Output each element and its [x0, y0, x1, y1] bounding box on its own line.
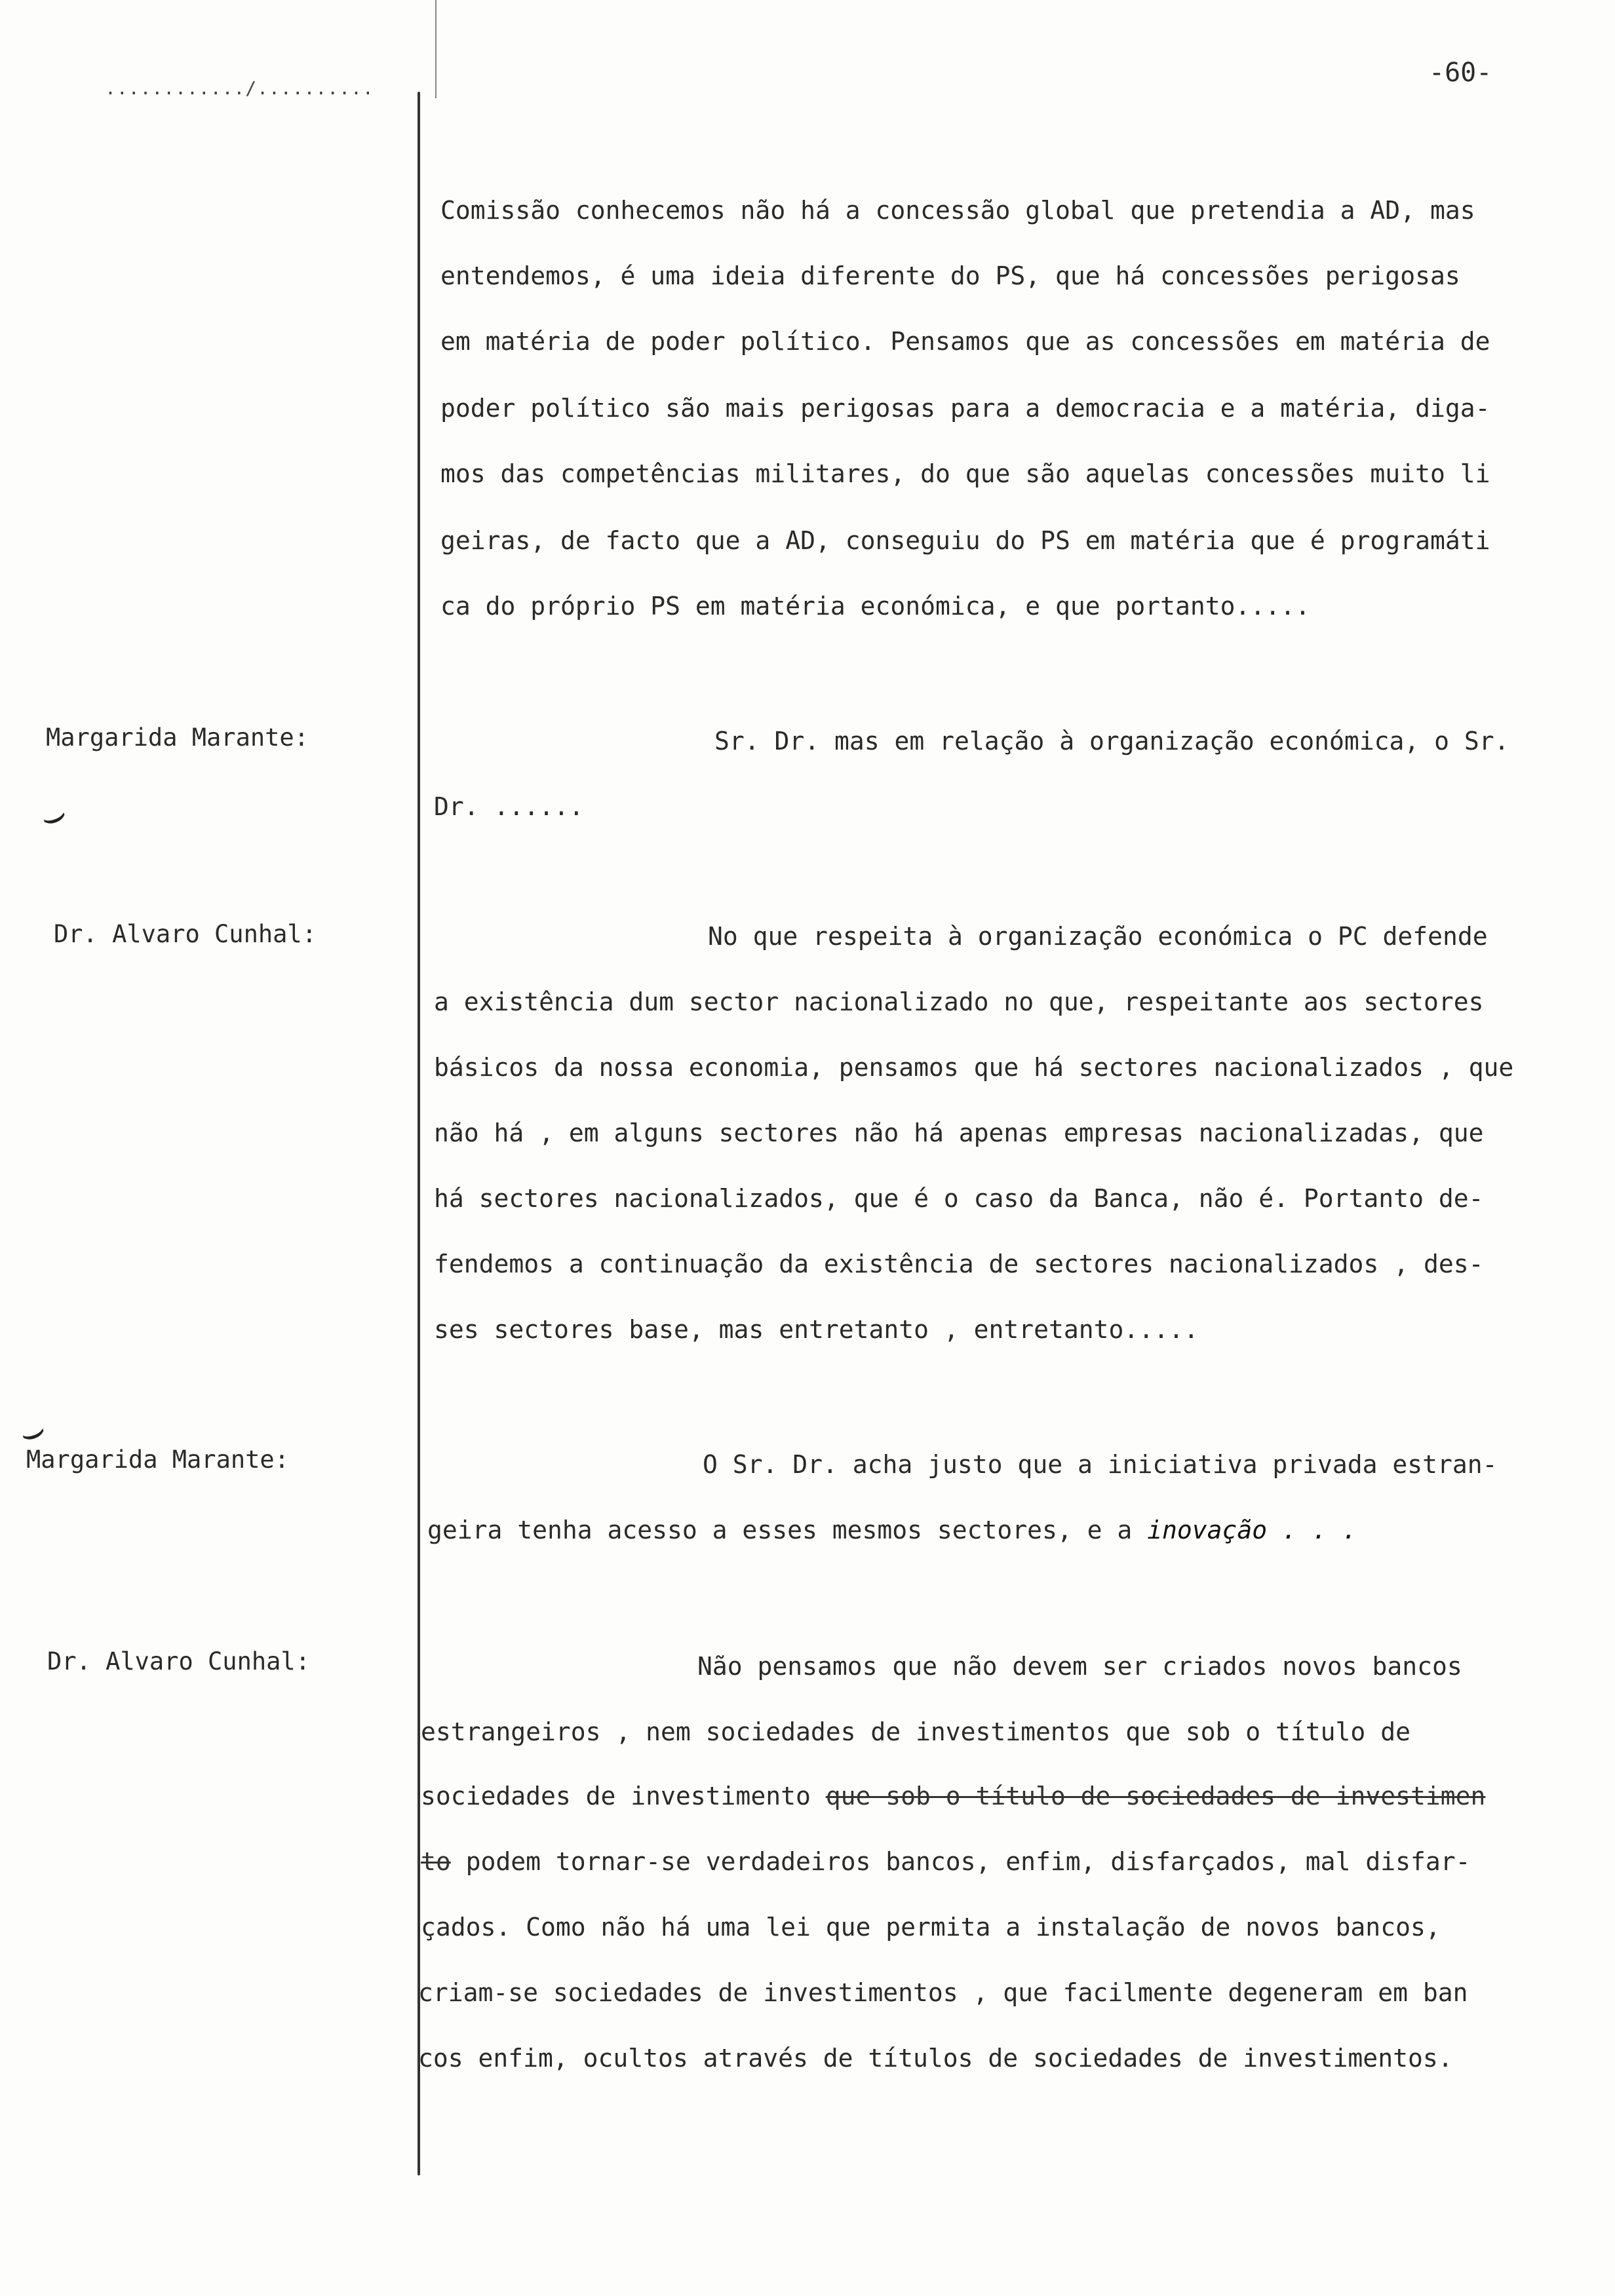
handwritten-note: inovação . . .: [1147, 1516, 1357, 1544]
struck-text: que sob o título de sociedades de investimen: [825, 1782, 1486, 1810]
speaker-label: Dr. Alvaro Cunhal:: [47, 1647, 310, 1675]
text-line: ca do próprio PS em matéria económica, e que portanto.....: [440, 592, 1310, 621]
check-mark-icon: ⌣: [12, 1406, 53, 1458]
margin-rule: [418, 92, 420, 2175]
text-line: mos das competências militares, do que são aquelas concessões muito li: [440, 459, 1490, 488]
check-mark-icon: ⌣: [33, 790, 74, 842]
text-line: Não pensamos que não devem ser criados novos bancos: [697, 1652, 1462, 1681]
text-line: Comissão conhecemos não há a concessão global que pretendia a AD, mas: [440, 196, 1475, 225]
text-line: estrangeiros , nem sociedades de investimentos que sob o título de: [421, 1717, 1411, 1746]
text-line: há sectores nacionalizados, que é o caso da Banca, não é. Portanto de-: [434, 1184, 1484, 1213]
text-line: fendemos a continuação da existência de sectores nacionalizados , des-: [434, 1250, 1484, 1278]
text-line: No que respeita à organização económica o PC defende: [708, 922, 1488, 951]
text-line: [421, 1784, 1485, 1808]
margin-rule-top: [435, 0, 437, 98]
text-fragment: geira tenha acesso a esses mesmos sectores, e a: [427, 1516, 1133, 1544]
text-line: O Sr. Dr. acha justo que a iniciativa privada estran-: [703, 1450, 1498, 1479]
text-line: [421, 1849, 1470, 1874]
speaker-label: Margarida Marante:: [26, 1445, 289, 1474]
text-line: Dr. ......: [434, 792, 584, 821]
text-line: Sr. Dr. mas em relação à organização económica, o Sr.: [714, 727, 1509, 756]
text-line: criam-se sociedades de investimentos , que facilmente degeneram em ban: [418, 1978, 1468, 2007]
struck-text: to: [421, 1847, 451, 1876]
speaker-label: Margarida Marante:: [46, 723, 309, 752]
text-fragment: podem tornar-se verdadeiros bancos, enfim, disfarçados, mal disfar-: [450, 1847, 1471, 1876]
text-line: [427, 1518, 1357, 1542]
text-line: cos enfim, ocultos através de títulos de sociedades de investimentos.: [418, 2044, 1453, 2073]
text-line: não há , em alguns sectores não há apenas empresas nacionalizadas, que: [434, 1119, 1484, 1147]
header-mark: ............/..........: [105, 77, 374, 99]
page-number: -60-: [1429, 58, 1492, 88]
text-line: em matéria de poder político. Pensamos que as concessões em matéria de: [440, 327, 1490, 356]
text-line: geiras, de facto que a AD, conseguiu do PS em matéria que é programáti: [440, 526, 1490, 555]
text-line: ses sectores base, mas entretanto , entretanto.....: [434, 1315, 1199, 1344]
text-fragment: sociedades de investimento: [421, 1782, 826, 1810]
speaker-label: Dr. Alvaro Cunhal:: [54, 920, 317, 948]
text-line: a existência dum sector nacionalizado no que, respeitante aos sectores: [434, 987, 1484, 1016]
text-line: básicos da nossa economia, pensamos que há sectores nacionalizados , que: [434, 1053, 1514, 1082]
text-line: entendemos, é uma ideia diferente do PS, que há concessões perigosas: [440, 261, 1460, 290]
text-line: çados. Como não há uma lei que permita a instalação de novos bancos,: [421, 1913, 1441, 1942]
text-line: poder político são mais perigosas para a democracia e a matéria, diga-: [440, 394, 1490, 423]
